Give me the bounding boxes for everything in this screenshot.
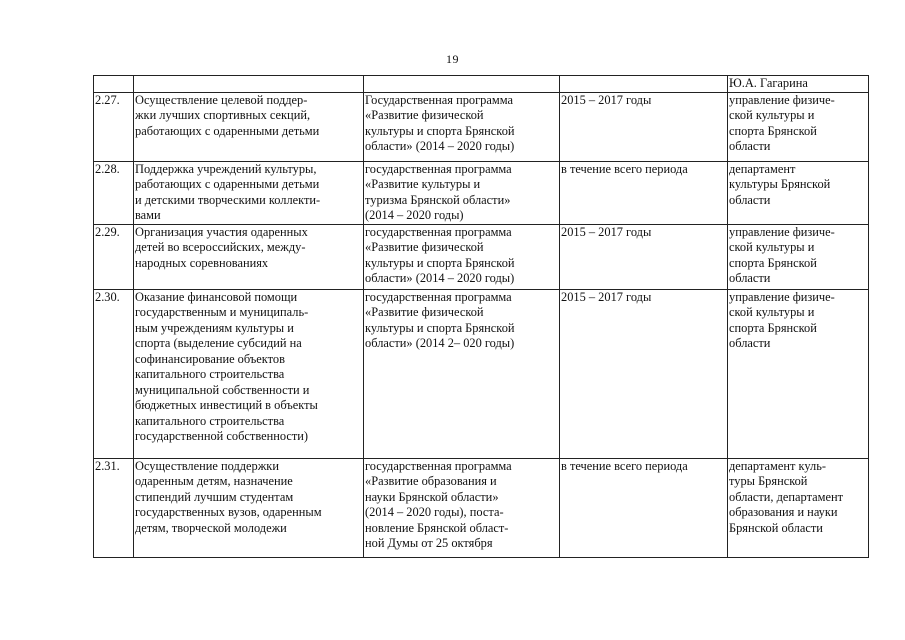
cell-event: Организация участия одаренных детей во всероссийских, между- народных соревнованиях: [134, 224, 364, 289]
cell-term: 2015 – 2017 годы: [560, 92, 728, 161]
cell-event: Осуществление поддержки одаренным детям, назначение стипендий лучшим студентам государственных вузов, одаренным детям, творческой молодежи: [134, 458, 364, 557]
cell-source: [364, 76, 560, 93]
cell-number: 2.30.: [94, 289, 134, 458]
cell-responsible: департамент куль- туры Брянской области, департамент образования и науки Брянской области: [728, 458, 869, 557]
cell-number: 2.27.: [94, 92, 134, 161]
cell-responsible: управление физиче- ской культуры и спорта Брянской области: [728, 224, 869, 289]
cell-term: 2015 – 2017 годы: [560, 224, 728, 289]
cell-responsible: управление физиче- ской культуры и спорта Брянской области: [728, 92, 869, 161]
cell-term: в течение всего периода: [560, 161, 728, 224]
cell-source: государственная программа «Развитие физической культуры и спорта Брянской области» (2014 – 2020 годы): [364, 224, 560, 289]
table-row: [94, 224, 869, 289]
cell-term: [560, 76, 728, 93]
cell-number: 2.29.: [94, 224, 134, 289]
table-row: [94, 289, 869, 458]
table-row: [94, 161, 869, 224]
cell-source: Государственная программа «Развитие физической культуры и спорта Брянской области» (2014 – 2020 годы): [364, 92, 560, 161]
table-row: [94, 458, 869, 557]
cell-source: государственная программа «Развитие физической культуры и спорта Брянской области» (2014 2– 020 годы): [364, 289, 560, 458]
cell-source: государственная программа «Развитие образования и науки Брянской области» (2014 – 2020 годы), поста- новление Брянской област- ной Думы от 25 октября: [364, 458, 560, 557]
cell-event: Оказание финансовой помощи государственным и муниципаль- ным учреждениям культуры и спорта (выделение субсидий на софинансирование объектов капитального строительства муниципальной собственности и бюджетных инвестиций в объекты капитального строительства государственной собственности): [134, 289, 364, 458]
cell-source: государственная программа «Развитие культуры и туризма Брянской области» (2014 – 2020 годы): [364, 161, 560, 224]
cell-event: Осуществление целевой поддер- жки лучших спортивных секций, работающих с одаренными детьми: [134, 92, 364, 161]
cell-responsible: управление физиче- ской культуры и спорта Брянской области: [728, 289, 869, 458]
cell-event: [134, 76, 364, 93]
measures-table: [93, 75, 869, 558]
cell-event: Поддержка учреждений культуры, работающих с одаренными детьми и детскими творческими коллекти- вами: [134, 161, 364, 224]
cell-term: 2015 – 2017 годы: [560, 289, 728, 458]
page-number: 19: [446, 52, 459, 66]
table-row-continuation: [94, 76, 869, 93]
cell-number: 2.28.: [94, 161, 134, 224]
table-row: [94, 92, 869, 161]
cell-number: 2.31.: [94, 458, 134, 557]
cell-responsible: Ю.А. Гагарина: [728, 76, 869, 93]
cell-term: в течение всего периода: [560, 458, 728, 557]
cell-number: [94, 76, 134, 93]
cell-responsible: департамент культуры Брянской области: [728, 161, 869, 224]
